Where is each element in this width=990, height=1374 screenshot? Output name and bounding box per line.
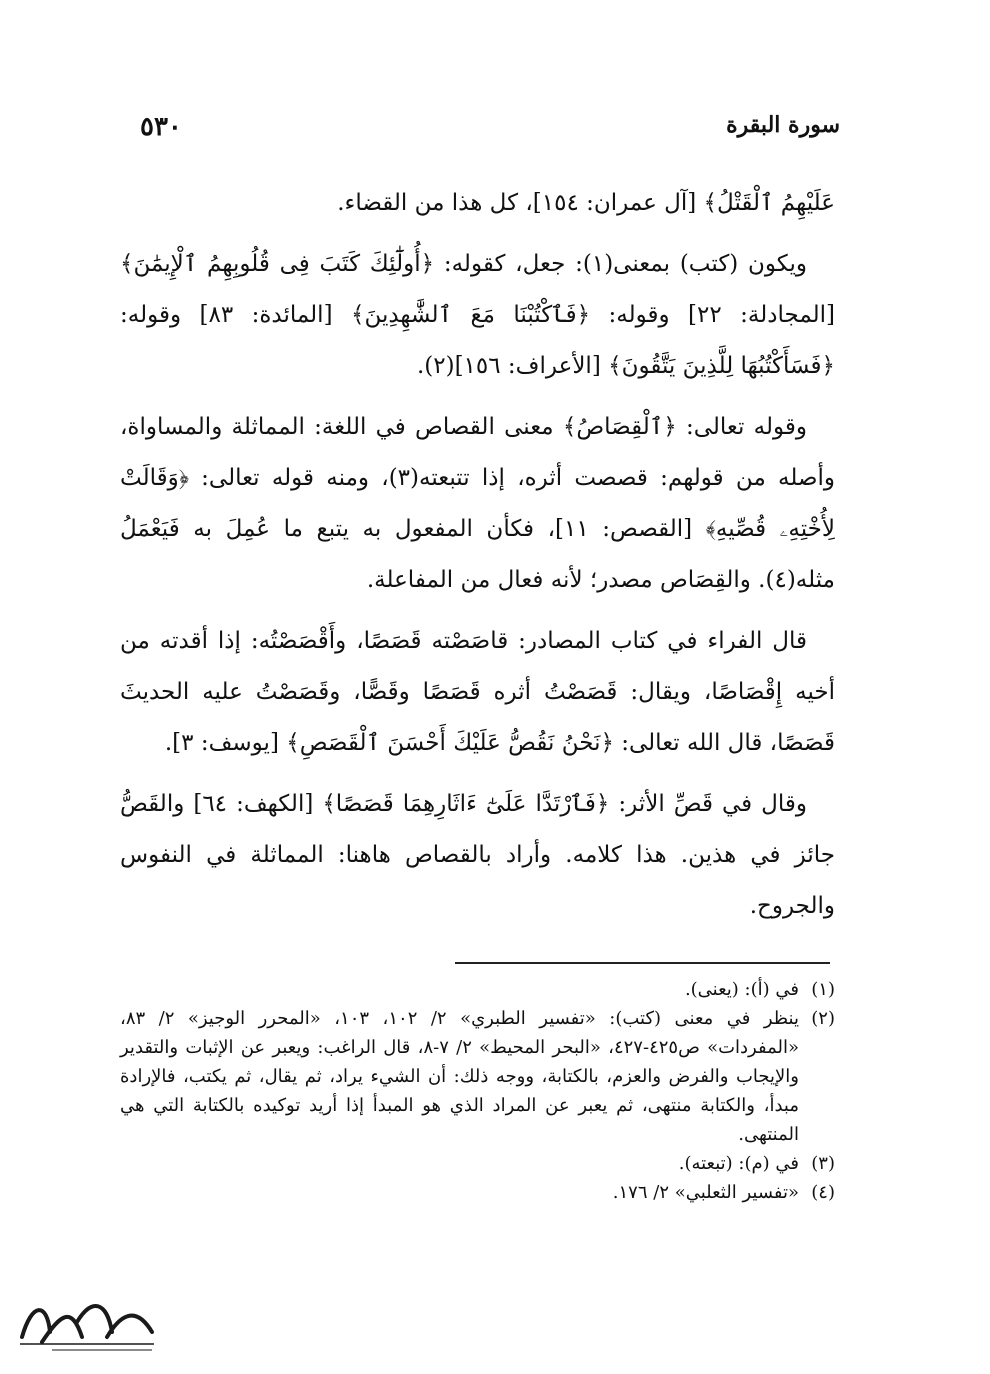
footnote-text: في (أ): (يعنى). bbox=[684, 979, 799, 1000]
footnote-number: (٢) bbox=[811, 1008, 835, 1029]
page-header bbox=[140, 112, 840, 152]
paragraph: وقوله تعالى: ﴿ٱلْقِصَاصُ﴾ معنى القصاص في اللغة: المماثلة والمساواة، وأصله من قولهم: قصصت أثره، إذا تتبعته(٣)، ومنه قوله تعالى: ﴿وَقَالَتْ لِأُخْتِهِۦ قُصِّيهِ﴾ [القصص: ١١]، فكأن المفعول به يتبع ما عُمِلَ به فَيَعْمَلُ مثله(٤). والقِصَاص مصدر؛ لأنه فعال من المفاعلة. bbox=[120, 414, 836, 593]
footnote-separator bbox=[455, 962, 830, 964]
footnote-number: (١) bbox=[811, 979, 835, 1000]
watermark-logo bbox=[12, 1282, 162, 1357]
paragraph: قال الفراء في كتاب المصادر: قاصَصْته قَصَصًا، وأَقْصَصْتُه: إذا أقدته من أخيه إِقْصَاصًا، ويقال: قَصَصْتُ أثره قَصَصًا وقَصًّا، وقَصَصْتُ عليه الحديثَ قَصَصًا، قال الله تعالى: ﴿نَحْنُ نَقُصُّ عَلَيْكَ أَحْسَنَ ٱلْقَصَصِ﴾ [يوسف: ٣]. bbox=[120, 628, 835, 756]
footnote-number: (٤) bbox=[811, 1182, 835, 1203]
footnotes bbox=[120, 975, 835, 1207]
paragraph: وقال في قَصِّ الأثر: ﴿فَٱرْتَدَّا عَلَىٰٓ ءَاثَارِهِمَا قَصَصًا﴾ [الكهف: ٦٤] والقَصُّ جائز في هذين. هذا كلامه. وأراد بالقصاص هاهنا: المماثلة في النفوس والجروح. bbox=[120, 791, 835, 919]
paragraph: ويكون (كتب) بمعنى(١): جعل، كقوله: ﴿أُولَٰٓئِكَ كَتَبَ فِى قُلُوبِهِمُ ٱلْإِيمَٰنَ﴾ [المجادلة: ٢٢] وقوله: ﴿فَٱكْتُبْنَا مَعَ ٱلشَّٰهِدِينَ﴾ [المائدة: ٨٣] وقوله: ﴿فَسَأَكْتُبُهَا لِلَّذِينَ يَتَّقُونَ﴾ [الأعراف: ١٥٦](٢). bbox=[120, 251, 835, 379]
surah-title: سورة البقرة bbox=[726, 112, 840, 138]
page-number: ٥٣٠ bbox=[140, 112, 182, 142]
footnote bbox=[120, 975, 835, 1004]
footnote bbox=[120, 1178, 835, 1207]
footnote-text: «تفسير الثعلبي» ٢/ ١٧٦. bbox=[612, 1182, 799, 1203]
footnote bbox=[120, 1149, 835, 1178]
footnote-number: (٣) bbox=[811, 1153, 835, 1174]
paragraph: عَلَيْهِمُ ٱلْقَتْلُ﴾ [آل عمران: ١٥٤]، كل هذا من القضاء. bbox=[337, 190, 835, 216]
main-text bbox=[120, 178, 835, 942]
footnote-text: في (م): (تبعته). bbox=[678, 1153, 799, 1174]
footnote bbox=[120, 1004, 835, 1149]
footnote-text: ينظر في معنى (كتب): «تفسير الطبري» ٢/ ١٠٢، ١٠٣، «المحرر الوجيز» ٢/ ٨٣، «المفردات» ص٤٢٥-٤٢٧، «البحر المحيط» ٢/ ٧-٨، قال الراغب: ويعبر عن الإثبات والتقدير والإيجاب والفرض والعزم، بالكتابة، ووجه ذلك: أن الشيء يراد، ثم يقال، ثم يكتب، فالإرادة مبدأ، والكتابة منتهى، ثم يعبر عن المراد الذي هو المبدأ إذا أريد توكيده بالكتابة التي هي المنتهى. bbox=[120, 1008, 800, 1145]
